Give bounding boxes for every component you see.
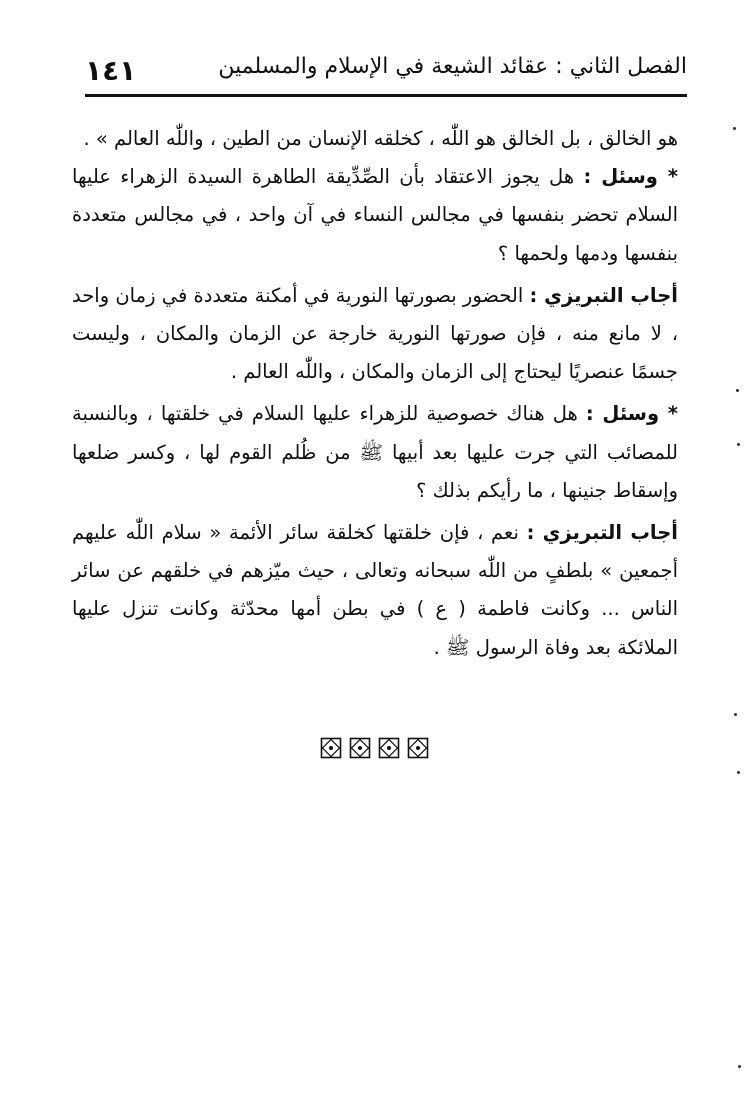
main-text <box>72 120 678 667</box>
answer-text: الحضور بصورتها النورية في أمكنة متعددة في زمان واحد ، لا مانع منه ، فإن صورتها النورية خارجة عن الزمان والمكان ، وليست جسمًا عنصريًا ليحتاج إلى الزمان والمكان ، واللّٰه العالم . <box>72 283 678 384</box>
paragraph-continuation: هو الخالق ، بل الخالق هو اللّٰه ، كخلقه الإنسان من الطين ، واللّٰه العالم » . <box>83 127 678 150</box>
answer-1 <box>72 276 678 392</box>
question-label: * وسئل : <box>585 402 678 426</box>
question-2 <box>72 394 678 510</box>
question-text: هل هناك خصوصية للزهراء عليها السلام في خلقتها ، وبالنسبة للمصائب التي جرت عليها بعد أبيها ﷺ من ظُلم القوم لها ، وكسر ضلعها وإسقاط جنينها ، ما رأيكم بذلك ؟ <box>72 402 678 502</box>
question-label: * وسئل : <box>583 165 678 189</box>
answer-label: أجاب التبريزي : <box>529 283 678 307</box>
header-rule <box>85 94 687 97</box>
diamond-knot-ornament <box>349 737 371 759</box>
scan-speck <box>737 443 740 446</box>
answer-2 <box>72 513 678 667</box>
section-end-ornaments <box>0 737 749 759</box>
diamond-knot-ornament <box>378 737 400 759</box>
scan-speck <box>733 127 736 130</box>
scan-speck <box>738 1065 741 1068</box>
diamond-knot-ornament <box>320 737 342 759</box>
diamond-knot-ornament <box>407 737 429 759</box>
question-text: هل يجوز الاعتقاد بأن الصِّدِّيقة الطاهرة السيدة الزهراء عليها السلام تحضر بنفسها في مجالس النساء في آن واحد ، في مجالس متعددة بنفسها ودمها ولحمها ؟ <box>72 165 678 265</box>
scan-speck <box>734 713 737 716</box>
answer-text: نعم ، فإن خلقتها كخلقة سائر الأئمة « سلام اللّٰه عليهم أجمعين » بلطفٍ من اللّٰه سبحانه وتعالى ، حيث ميّزهم في خلقهم عن سائر الناس ... وكانت فاطمة ( ع ) في بطن أمها محدّثة وكانت تنزل عليها الملائكة بعد وفاة الرسول ﷺ . <box>72 521 678 659</box>
answer-label: أجاب التبريزي : <box>526 521 678 545</box>
question-1 <box>72 158 678 273</box>
scan-speck <box>736 389 739 392</box>
running-title: الفصل الثاني : عقائد الشيعة في الإسلام والمسلمين <box>218 54 687 79</box>
page-number: ١٤١ <box>85 54 137 87</box>
page-header <box>85 48 687 92</box>
scan-speck <box>737 771 740 774</box>
